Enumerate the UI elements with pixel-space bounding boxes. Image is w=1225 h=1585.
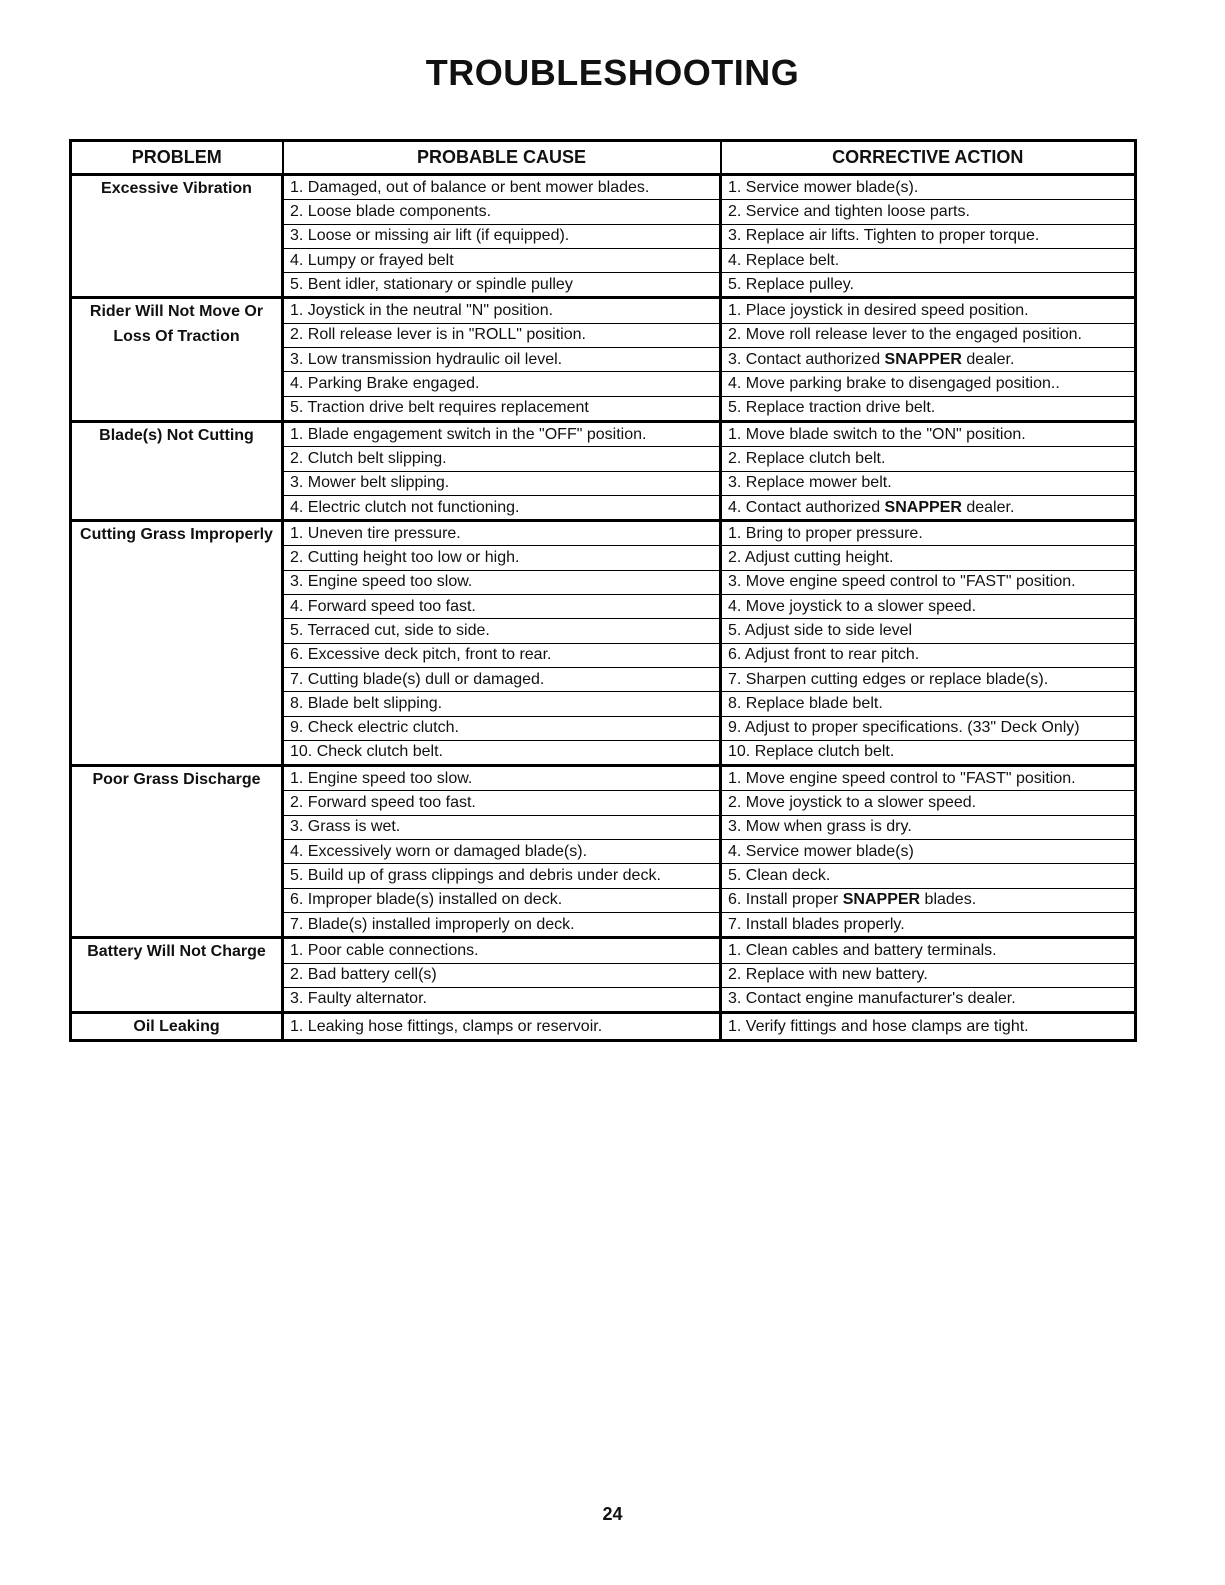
action-cell: 5. Adjust side to side level [721, 619, 1136, 643]
brand-name: SNAPPER [884, 350, 962, 368]
action-cell: 1. Clean cables and battery terminals. [721, 938, 1136, 963]
header-corrective-action: CORRECTIVE ACTION [721, 141, 1136, 175]
problem-cell: Battery Will Not Charge [71, 938, 283, 1013]
cause-cell: 2. Loose blade components. [283, 200, 721, 224]
cause-cell: 2. Forward speed too fast. [283, 791, 721, 815]
cause-cell: 3. Loose or missing air lift (if equipped). [283, 224, 721, 248]
action-cell: 4. Service mower blade(s) [721, 840, 1136, 864]
cause-cell: 8. Blade belt slipping. [283, 692, 721, 716]
cause-cell: 7. Blade(s) installed improperly on deck. [283, 912, 721, 937]
action-cell: 1. Service mower blade(s). [721, 175, 1136, 200]
action-cell: 3. Contact engine manufacturer's dealer. [721, 987, 1136, 1012]
action-cell: 1. Move blade switch to the "ON" position. [721, 421, 1136, 446]
cause-cell: 1. Joystick in the neutral "N" position. [283, 298, 721, 323]
problem-cell: Poor Grass Discharge [71, 766, 283, 938]
table-header-row [71, 141, 1136, 175]
cause-cell: 2. Clutch belt slipping. [283, 447, 721, 471]
cause-cell: 3. Faulty alternator. [283, 987, 721, 1012]
problem-cell: Excessive Vibration [71, 175, 283, 298]
cause-cell: 1. Blade engagement switch in the "OFF" position. [283, 421, 721, 446]
action-cell: 1. Move engine speed control to "FAST" position. [721, 766, 1136, 791]
action-cell: 5. Replace traction drive belt. [721, 396, 1136, 421]
cause-cell: 2. Cutting height too low or high. [283, 546, 721, 570]
cause-cell: 5. Terraced cut, side to side. [283, 619, 721, 643]
page-title: TROUBLESHOOTING [425, 52, 800, 93]
action-cell: 5. Replace pulley. [721, 273, 1136, 298]
problem-cell: Rider Will Not Move Or Loss Of Traction [71, 298, 283, 421]
cause-cell: 2. Bad battery cell(s) [283, 963, 721, 987]
cause-cell: 10. Check clutch belt. [283, 740, 721, 765]
brand-name: SNAPPER [884, 498, 962, 516]
action-cell: 1. Bring to proper pressure. [721, 521, 1136, 546]
table-row [71, 766, 1136, 791]
cause-cell: 3. Low transmission hydraulic oil level. [283, 348, 721, 372]
action-text-end: blades. [920, 891, 977, 909]
action-cell: 6. Adjust front to rear pitch. [721, 643, 1136, 667]
cause-cell: 5. Traction drive belt requires replacement [283, 396, 721, 421]
action-cell [721, 348, 1136, 372]
cause-cell: 5. Build up of grass clippings and debris under deck. [283, 864, 721, 888]
cause-cell: 3. Mower belt slipping. [283, 471, 721, 495]
action-cell: 1. Verify fittings and hose clamps are tight. [721, 1013, 1136, 1041]
cause-cell: 1. Damaged, out of balance or bent mower blades. [283, 175, 721, 200]
action-cell: 5. Clean deck. [721, 864, 1136, 888]
action-text: 3. Contact authorized [728, 350, 885, 368]
action-cell: 2. Move roll release lever to the engaged position. [721, 323, 1136, 347]
action-text: 4. Contact authorized [728, 498, 885, 516]
table-row [71, 1013, 1136, 1041]
problem-cell: Oil Leaking [71, 1013, 283, 1041]
action-cell: 7. Sharpen cutting edges or replace blade(s). [721, 667, 1136, 691]
action-cell: 8. Replace blade belt. [721, 692, 1136, 716]
action-cell: 4. Move parking brake to disengaged position.. [721, 372, 1136, 396]
cause-cell: 1. Uneven tire pressure. [283, 521, 721, 546]
cause-cell: 4. Parking Brake engaged. [283, 372, 721, 396]
problem-cell: Cutting Grass Improperly [71, 521, 283, 766]
action-cell: 2. Replace clutch belt. [721, 447, 1136, 471]
action-cell: 3. Replace air lifts. Tighten to proper torque. [721, 224, 1136, 248]
action-cell: 3. Replace mower belt. [721, 471, 1136, 495]
action-cell: 9. Adjust to proper specifications. (33" Deck Only) [721, 716, 1136, 740]
action-text-end: dealer. [961, 350, 1015, 368]
action-text: 6. Install proper [728, 891, 843, 909]
action-text-end: dealer. [961, 498, 1015, 516]
action-cell: 2. Replace with new battery. [721, 963, 1136, 987]
action-cell: 2. Move joystick to a slower speed. [721, 791, 1136, 815]
troubleshooting-table [69, 139, 1137, 1042]
action-cell [721, 495, 1136, 520]
cause-cell: 1. Leaking hose fittings, clamps or reservoir. [283, 1013, 721, 1041]
header-probable-cause: PROBABLE CAUSE [283, 141, 721, 175]
cause-cell: 3. Engine speed too slow. [283, 570, 721, 594]
table-row [71, 421, 1136, 446]
page-number: 24 [602, 1504, 623, 1524]
action-cell: 1. Place joystick in desired speed position. [721, 298, 1136, 323]
action-cell [721, 888, 1136, 912]
action-cell: 3. Move engine speed control to "FAST" position. [721, 570, 1136, 594]
cause-cell: 4. Electric clutch not functioning. [283, 495, 721, 520]
action-cell: 3. Mow when grass is dry. [721, 815, 1136, 839]
cause-cell: 9. Check electric clutch. [283, 716, 721, 740]
table-row [71, 521, 1136, 546]
action-cell: 7. Install blades properly. [721, 912, 1136, 937]
table-row [71, 298, 1136, 323]
cause-cell: 4. Forward speed too fast. [283, 595, 721, 619]
action-cell: 2. Service and tighten loose parts. [721, 200, 1136, 224]
cause-cell: 4. Lumpy or frayed belt [283, 248, 721, 272]
action-cell: 10. Replace clutch belt. [721, 740, 1136, 765]
brand-name: SNAPPER [842, 891, 921, 909]
action-cell: 4. Move joystick to a slower speed. [721, 595, 1136, 619]
cause-cell: 1. Poor cable connections. [283, 938, 721, 963]
table-row [71, 175, 1136, 200]
cause-cell: 4. Excessively worn or damaged blade(s). [283, 840, 721, 864]
cause-cell: 6. Improper blade(s) installed on deck. [283, 888, 721, 912]
cause-cell: 6. Excessive deck pitch, front to rear. [283, 643, 721, 667]
action-cell: 4. Replace belt. [721, 248, 1136, 272]
table-body [71, 175, 1136, 1041]
action-cell: 2. Adjust cutting height. [721, 546, 1136, 570]
table-row [71, 938, 1136, 963]
cause-cell: 2. Roll release lever is in "ROLL" position. [283, 323, 721, 347]
cause-cell: 1. Engine speed too slow. [283, 766, 721, 791]
problem-cell: Blade(s) Not Cutting [71, 421, 283, 520]
header-problem: PROBLEM [71, 141, 283, 175]
cause-cell: 5. Bent idler, stationary or spindle pulley [283, 273, 721, 298]
cause-cell: 3. Grass is wet. [283, 815, 721, 839]
cause-cell: 7. Cutting blade(s) dull or damaged. [283, 667, 721, 691]
